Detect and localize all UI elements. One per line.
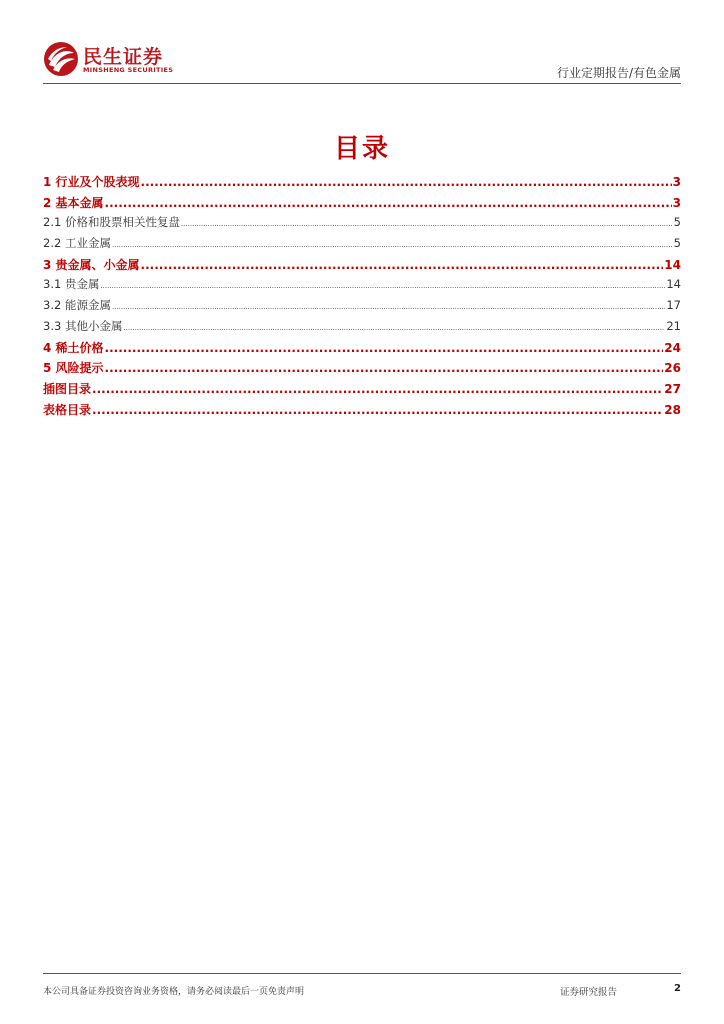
toc-title: 目录 bbox=[333, 134, 390, 164]
toc-entry-page: 5 bbox=[673, 215, 681, 230]
page-header bbox=[43, 38, 681, 84]
toc-entry-page: 14 bbox=[664, 257, 681, 272]
toc-entry-label: 3.3 其他小金属 bbox=[43, 318, 123, 333]
header-divider bbox=[43, 83, 681, 84]
toc-entry-page: 3 bbox=[672, 195, 681, 210]
toc-entry-page: 3 bbox=[672, 175, 681, 189]
toc-entry-label: 表格目录 bbox=[43, 402, 92, 417]
toc-entry-page: 5 bbox=[673, 236, 681, 251]
toc-entry-page: 28 bbox=[664, 402, 681, 417]
toc-entry[interactable] bbox=[43, 276, 681, 297]
toc-entry-label: 3 贵金属、小金属 bbox=[43, 257, 140, 272]
toc-entry[interactable] bbox=[43, 194, 681, 215]
toc-entry-page: 27 bbox=[664, 381, 681, 396]
toc-entry-label: 2.1 价格和股票相关性复盘 bbox=[43, 215, 180, 230]
minsheng-logo-icon bbox=[43, 41, 79, 77]
footer-disclaimer: 本公司具备证券投资咨询业务资格，请务必阅读最后一页免责声明 bbox=[43, 987, 305, 997]
footer-divider bbox=[43, 973, 681, 974]
toc-dot-leader bbox=[141, 258, 664, 272]
toc-entry[interactable] bbox=[43, 256, 681, 277]
toc-dot-leader bbox=[112, 241, 673, 249]
toc-entry-label: 3.1 贵金属 bbox=[43, 277, 100, 292]
toc-entry-page: 24 bbox=[664, 340, 681, 355]
table-of-contents bbox=[43, 173, 681, 421]
toc-dot-leader bbox=[100, 282, 665, 290]
toc-dot-leader bbox=[141, 175, 672, 189]
toc-dot-leader bbox=[123, 324, 665, 332]
toc-entry[interactable] bbox=[43, 318, 681, 339]
toc-dot-leader bbox=[105, 196, 672, 210]
toc-entry[interactable] bbox=[43, 297, 681, 318]
toc-dot-leader bbox=[92, 403, 663, 417]
toc-entry[interactable] bbox=[43, 359, 681, 380]
toc-dot-leader bbox=[112, 303, 665, 311]
toc-dot-leader bbox=[181, 220, 673, 228]
report-type-label: 行业定期报告/有色金属 bbox=[556, 66, 681, 80]
logo-chinese-name: 民生证券 bbox=[83, 46, 164, 68]
toc-entry-label: 3.2 能源金属 bbox=[43, 298, 111, 313]
toc-entry[interactable] bbox=[43, 380, 681, 401]
toc-entry-label: 插图目录 bbox=[43, 381, 92, 396]
toc-dot-leader bbox=[105, 341, 664, 355]
toc-entry[interactable] bbox=[43, 339, 681, 360]
toc-entry-page: 21 bbox=[666, 318, 681, 333]
toc-entry[interactable] bbox=[43, 401, 681, 422]
toc-entry-page: 26 bbox=[664, 361, 681, 376]
toc-dot-leader bbox=[105, 361, 664, 375]
toc-entry-label: 4 稀土价格 bbox=[43, 340, 104, 355]
toc-entry-page: 17 bbox=[666, 298, 681, 313]
minsheng-logo bbox=[43, 38, 183, 80]
toc-entry[interactable] bbox=[43, 173, 681, 194]
logo-english-name: MINSHENG SECURITIES bbox=[83, 66, 174, 74]
toc-entry-page: 14 bbox=[666, 277, 681, 292]
toc-entry-label: 2 基本金属 bbox=[43, 195, 104, 210]
toc-entry-label: 5 风险提示 bbox=[43, 361, 104, 376]
toc-entry[interactable] bbox=[43, 214, 681, 235]
toc-dot-leader bbox=[92, 382, 663, 396]
toc-entry-label: 1 行业及个股表现 bbox=[43, 175, 140, 189]
footer-doc-type: 证券研究报告 bbox=[560, 987, 618, 998]
toc-entry-label: 2.2 工业金属 bbox=[43, 236, 111, 251]
page-number: 2 bbox=[674, 983, 681, 994]
toc-entry[interactable] bbox=[43, 235, 681, 256]
